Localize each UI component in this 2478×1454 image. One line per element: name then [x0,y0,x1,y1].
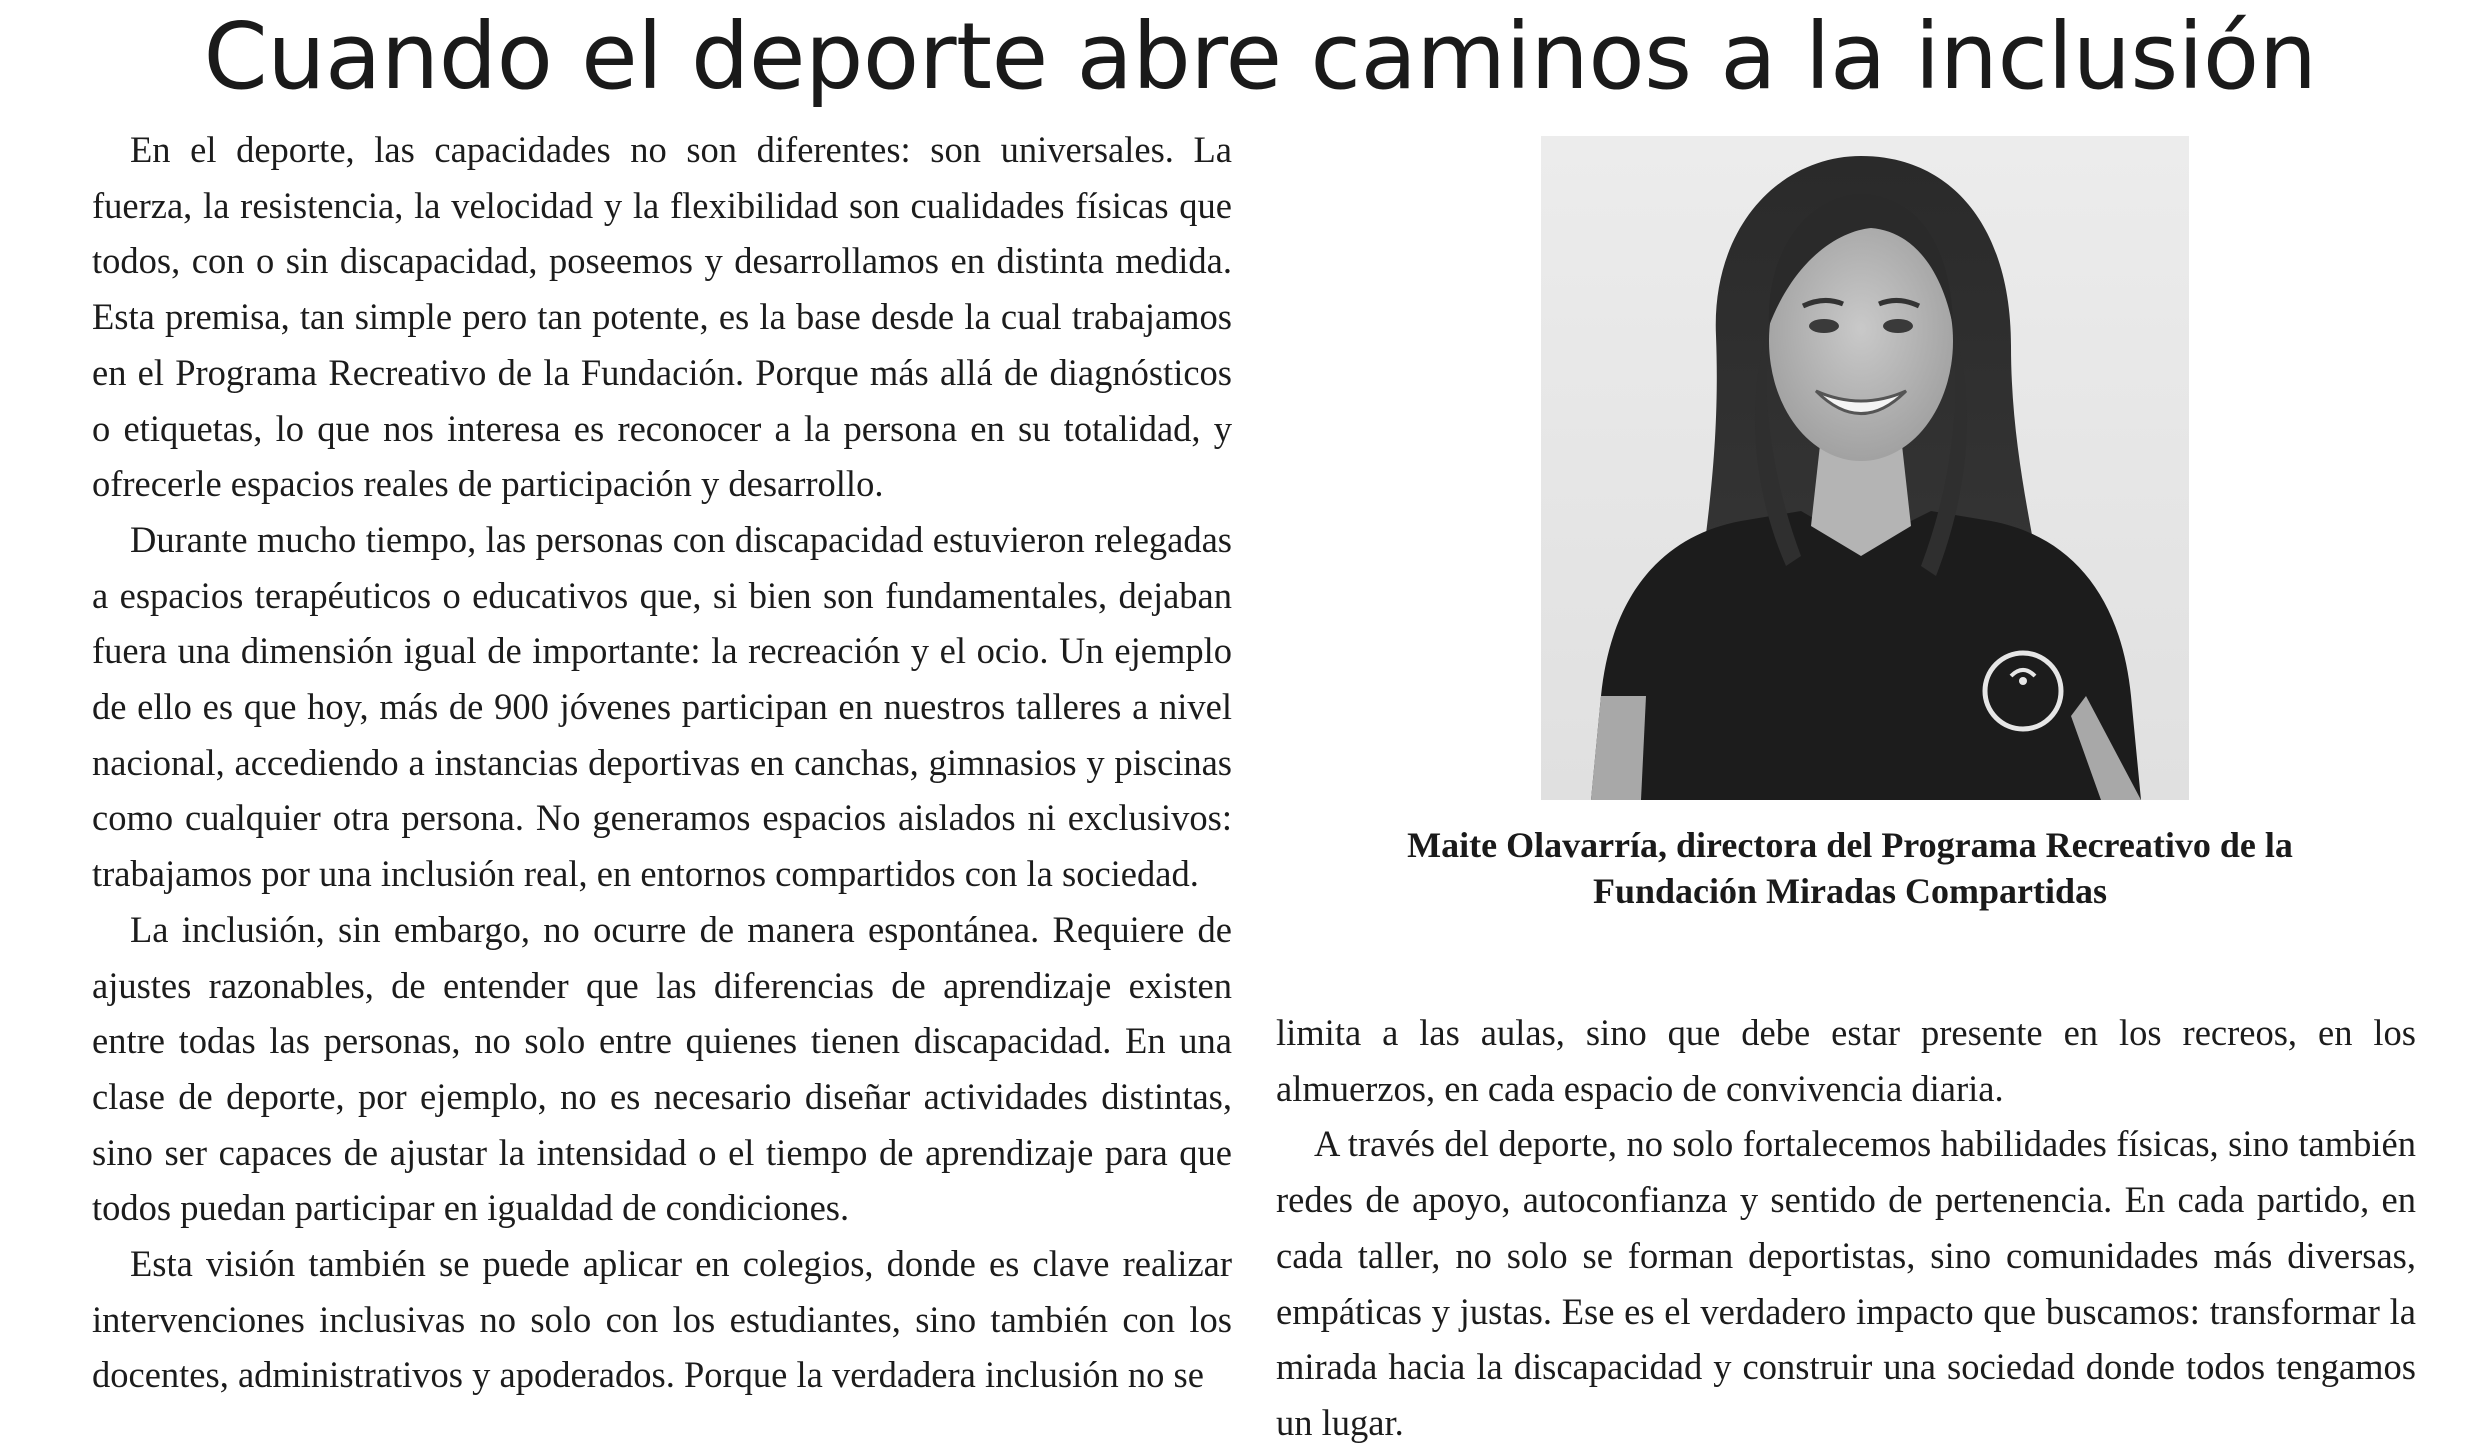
paragraph-5: A través del deporte, no solo fortalecemos habilidades físicas, sino también redes de apoyo, autoconfianza y sentido de pertenencia. En cada partido, en cada taller, no solo se forman deportistas, sino comunidades más diversas, empáticas y justas. Ese es el verdadero impacto que buscamos: transformar la mirada hacia la discapacidad y construir una sociedad donde todos tengamos un lugar. [1276,1123,2416,1443]
photo-caption [1300,822,2400,914]
article-headline: Cuando el deporte abre caminos a la inclusión [203,3,2317,110]
caption-line-2: Fundación Miradas Compartidas [1592,871,2108,911]
paragraph-4-continued: limita a las aulas, sino que debe estar presente en los recreos, en los almuerzos, en cada espacio de convivencia diaria. [1276,1012,2416,1109]
paragraph-2: Durante mucho tiempo, las personas con discapacidad estuvieron relegadas a espacios terapéuticos o educativos que, si bien son fundamentales, dejaban fuera una dimensión igual de importante: la recreación y el ocio. Un ejemplo de ello es que hoy, más de 900 jóvenes participan en nuestros talleres a nivel nacional, accediendo a instancias deportivas en canchas, gimnasios y piscinas como cualquier otra persona. No generamos espacios aislados ni exclusivos: trabajamos por una inclusión real, en entornos compartidos con la sociedad. [92,518,1232,895]
paragraph-4: Esta visión también se puede aplicar en colegios, donde es clave realizar intervenciones inclusivas no solo con los estudiantes, sino también con los docentes, administrativos y apoderados. Porque la verdadera inclusión no se [92,1243,1232,1396]
paragraph-3: La inclusión, sin embargo, no ocurre de manera espontánea. Requiere de ajustes razonables, de entender que las diferencias de aprendizaje existen entre todas las personas, no solo entre quienes tienen discapacidad. En una clase de deporte, por ejemplo, no es necesario diseñar actividades distintas, sino ser capaces de ajustar la intensidad o el tiempo de aprendizaje para que todos puedan participar en igualdad de condiciones. [92,908,1232,1229]
paragraph-1: En el deporte, las capacidades no son diferentes: son universales. La fuerza, la resistencia, la velocidad y la flexibilidad son cualidades físicas que todos, con o sin discapacidad, poseemos y desarrollamos en distinta medida. Esta premisa, tan simple pero tan potente, es la base desde la cual trabajamos en el Programa Recreativo de la Fundación. Porque más allá de diagnósticos o etiquetas, lo que nos interesa es reconocer a la persona en su totalidad, y ofrecerle espacios reales de participación y desarrollo. [92,129,1232,505]
caption-line-1: Maite Olavarría, directora del Programa Recreativo de la [1407,825,2293,865]
right-column [1276,1005,2416,1451]
portrait-photo [1541,136,2189,800]
portrait-illustration [1541,136,2189,800]
left-column [92,122,1232,1403]
